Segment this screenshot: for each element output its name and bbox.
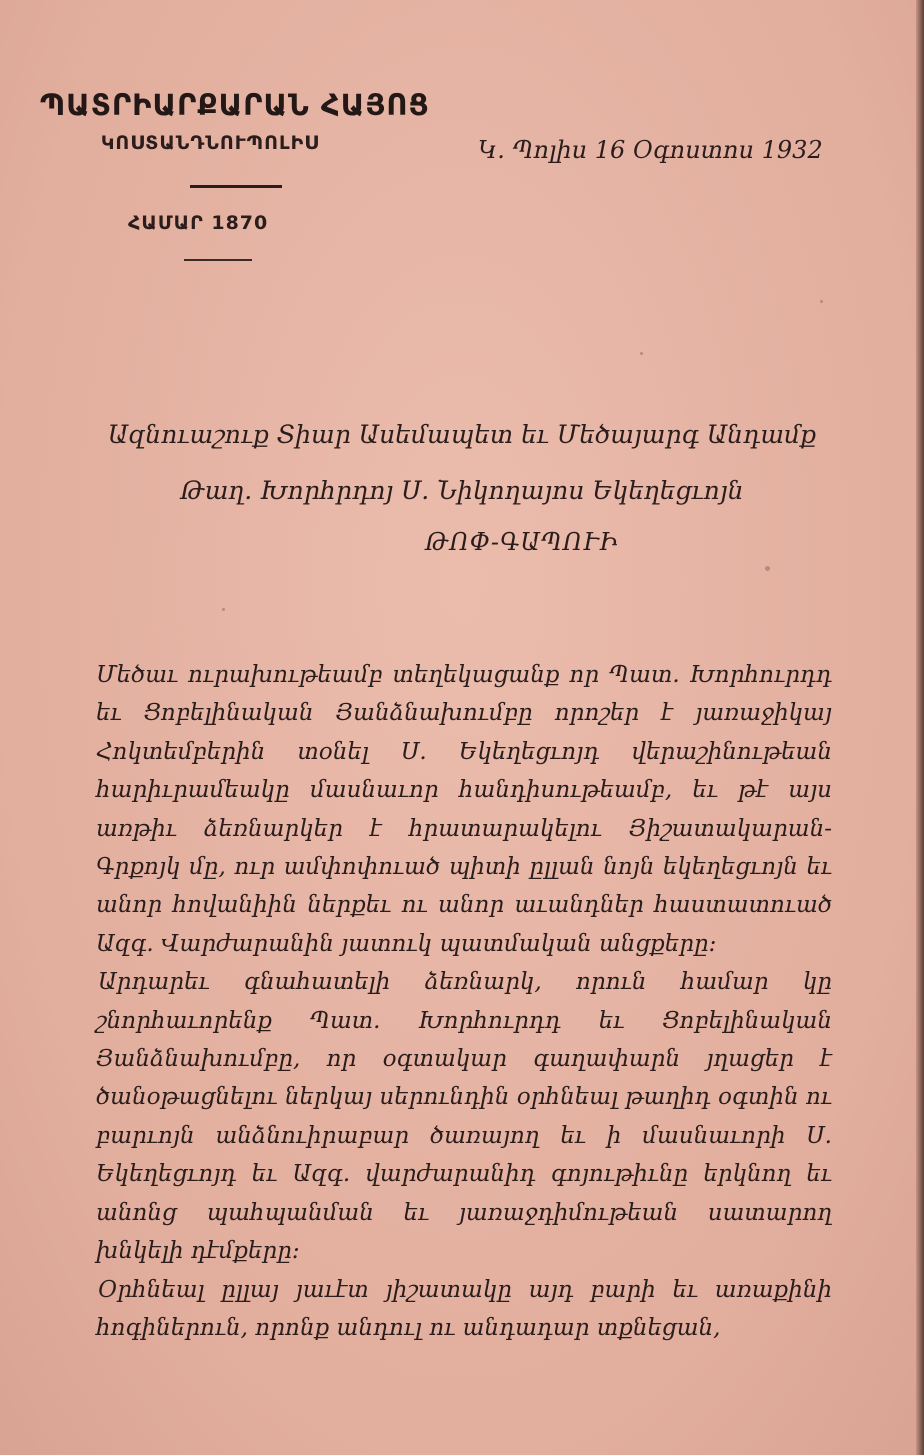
letterhead-rule — [190, 185, 282, 188]
addressee-line-1: Ազնուաշուք Տիար Ասեմապետ եւ Մեծայարգ Անդամք — [107, 420, 817, 449]
body-paragraph-1: Մեծաւ ուրախութեամբ տեղեկացանք որ Պատ. Խորհուրդդ եւ Ցոբելինական Յանձնախումբը որոշեր է յառաջիկայ Հոկտեմբերին տօնել Ս. Եկեղեցւոյդ վերաշինութեան հարիւրամեակը մասնաւոր հանդիսութեամբ, եւ թէ այս առթիւ ձեռնարկեր է հրատարակելու Յիշատակարան-Գրքոյկ մը, ուր ամփոփուած պիտի ըլլան նոյն եկեղեցւոյն եւ անոր հովանիին ներքեւ ու անոր աւանդներ հաստատուած Ազգ. Վարժարանին յատուկ պատմական անցքերը: — [96, 662, 832, 957]
reference-number: ՀԱՄԱՐ 1870 — [128, 212, 269, 234]
ink-speck — [820, 300, 823, 303]
addressee-line-2: Թաղ. Խորհրդոյ Ս. Նիկողայոս Եկեղեցւոյն — [180, 476, 744, 505]
ink-speck — [640, 352, 643, 355]
body-paragraph-3: Օրհնեալ ըլլայ յաւէտ յիշատակը այդ բարի եւ առաքինի հոգիներուն, որոնք անդուլ ու անդադար տքնեցան, — [96, 1276, 832, 1341]
letterhead-org-name: ՊԱՏՐԻԱՐՔԱՐԱՆ ՀԱՅՈՑ — [40, 88, 430, 122]
letter-body — [96, 656, 832, 1347]
reference-number-rule — [184, 259, 252, 261]
ink-speck — [222, 608, 225, 611]
ink-speck — [765, 566, 770, 571]
letterhead-city: ԿՈՍՏԱՆԴՆՈՒՊՈԼԻՍ — [100, 132, 320, 154]
letterhead — [40, 88, 430, 154]
addressee-line-3: ԹՈՓ-ԳԱՊՈՒԻ — [425, 528, 619, 556]
page-gutter-shadow — [916, 0, 924, 1455]
place-and-date: Կ. Պոլիս 16 Օգոստոս 1932 — [478, 136, 823, 164]
body-paragraph-2: Արդարեւ գնահատելի ձեռնարկ, որուն համար կը շնորհաւորենք Պատ. Խորհուրդդ եւ Ցոբելինական Յանձնախումբը, որ օգտակար գաղափարն յղացեր է ծանօթացնելու ներկայ սերունդին օրհնեալ թաղիդ օգտին ու բարւոյն անձնուիրաբար ծառայող եւ ի մասնաւորի Ս. Եկեղեցւոյդ եւ Ազգ. վարժարանիդ գոյութիւնը երկնող եւ անոնց պահպանման եւ յառաջդիմութեան սատարող խնկելի դէմքերը: — [96, 969, 832, 1265]
